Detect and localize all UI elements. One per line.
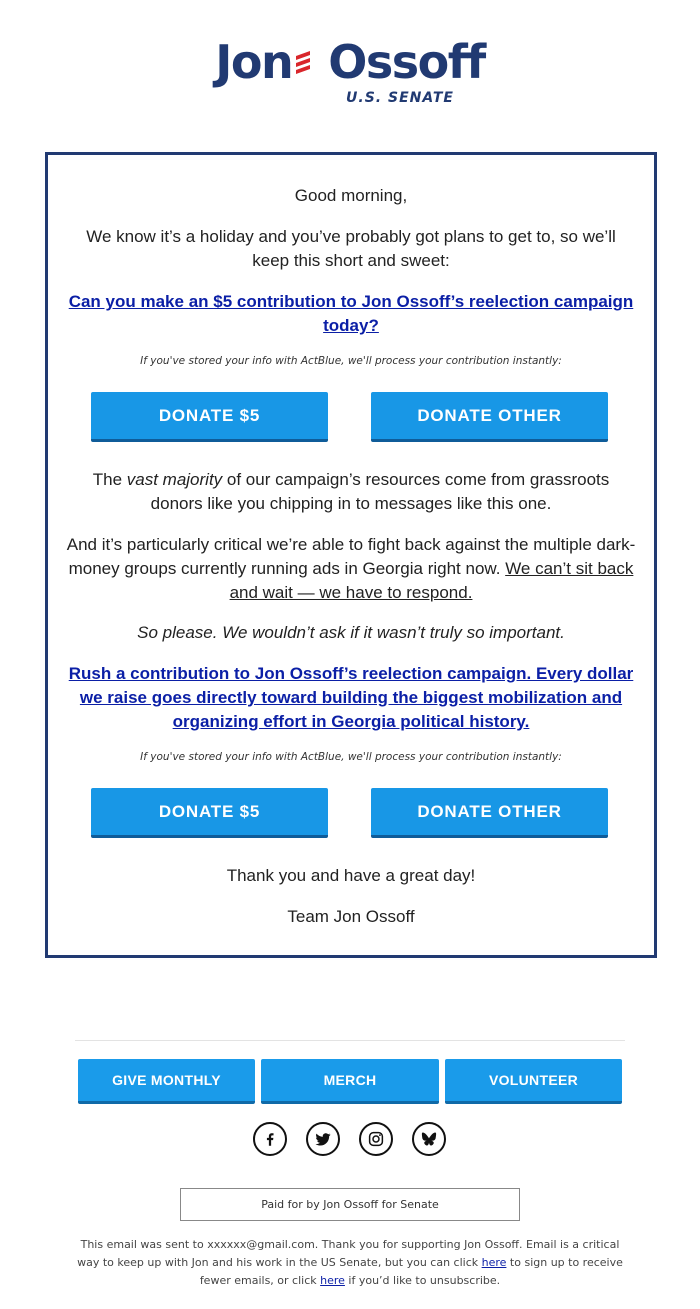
grassroots-emphasis: vast majority	[126, 470, 223, 489]
plea-part-2: We wouldn’t ask if it wasn’t truly so important.	[222, 623, 565, 642]
donate-5-button-2[interactable]: DONATE $5	[91, 788, 328, 838]
signoff-line: Team Jon Ossoff	[287, 907, 415, 926]
footer-divider	[75, 1040, 625, 1041]
footer-disclaimer	[70, 1236, 630, 1290]
email-body-card	[45, 152, 657, 958]
logo-subtitle: U.S. SENATE	[346, 90, 454, 106]
flag-stripes-icon	[294, 42, 326, 82]
grassroots-paragraph	[66, 468, 636, 516]
darkmoney-underlined: We can’t sit back and wait — we have to respond.	[229, 559, 634, 602]
intro-paragraph: We know it’s a holiday and you’ve probably got plans to get to, so we’ll keep this short and sweet:	[86, 227, 616, 270]
logo-first-name: Jon	[215, 35, 293, 89]
actblue-note-1: If you've stored your info with ActBlue, we'll process your contribution instantly:	[140, 355, 562, 367]
logo-wordmark	[215, 36, 484, 88]
cta-paragraph-2	[66, 662, 636, 734]
campaign-logo	[0, 36, 700, 106]
fewer-emails-link[interactable]: here	[481, 1256, 507, 1269]
give-monthly-button[interactable]: GIVE MONTHLY	[78, 1059, 255, 1104]
actblue-note-2: If you've stored your info with ActBlue, we'll process your contribution instantly:	[140, 751, 562, 763]
facebook-icon[interactable]	[253, 1122, 287, 1156]
cta-paragraph-1	[66, 290, 636, 338]
disclaimer-text-3: if you’d like to unsubscribe.	[344, 1274, 501, 1287]
donate-5-button-1[interactable]: DONATE $5	[91, 392, 328, 442]
plea-part-1: So please.	[137, 623, 223, 642]
contribution-link-1[interactable]: Can you make an $5 contribution to Jon Ossoff’s reelection campaign today?	[68, 292, 634, 335]
instagram-icon[interactable]	[359, 1122, 393, 1156]
butterfly-icon[interactable]	[412, 1122, 446, 1156]
volunteer-button[interactable]: VOLUNTEER	[445, 1059, 622, 1104]
twitter-icon[interactable]	[306, 1122, 340, 1156]
disclaimer-text-2: to sign up to receive fewer emails, or click	[199, 1256, 623, 1287]
donate-other-button-2[interactable]: DONATE OTHER	[371, 788, 608, 838]
grassroots-text-end: of our campaign’s resources come from grassroots donors like you chipping in to messages like this one.	[150, 470, 610, 513]
disclaimer-text-1: This email was sent to xxxxxx@gmail.com. Thank you for supporting Jon Ossoff. Email is a critical way to keep up with Jon and his work in the US Senate, but you can click	[77, 1238, 620, 1269]
logo-last-name: Ossoff	[328, 35, 485, 89]
merch-button[interactable]: MERCH	[261, 1059, 439, 1104]
contribution-link-2[interactable]: Rush a contribution to Jon Ossoff’s reelection campaign. Every dollar we raise goes directly toward building the biggest mobilization and organizing effort in Georgia political history.	[68, 664, 634, 731]
darkmoney-paragraph	[66, 533, 636, 605]
unsubscribe-link[interactable]: here	[320, 1274, 345, 1287]
paid-for-disclaimer: Paid for by Jon Ossoff for Senate	[180, 1188, 520, 1221]
darkmoney-text: And it’s particularly critical we’re able to fight back against the multiple dark-money groups currently running ads in Georgia right now.	[66, 535, 636, 578]
thanks-line: Thank you and have a great day!	[226, 866, 476, 885]
plea-paragraph	[66, 621, 636, 645]
greeting: Good morning,	[294, 186, 408, 205]
donate-other-button-1[interactable]: DONATE OTHER	[371, 392, 608, 442]
grassroots-text-start: The	[92, 470, 127, 489]
